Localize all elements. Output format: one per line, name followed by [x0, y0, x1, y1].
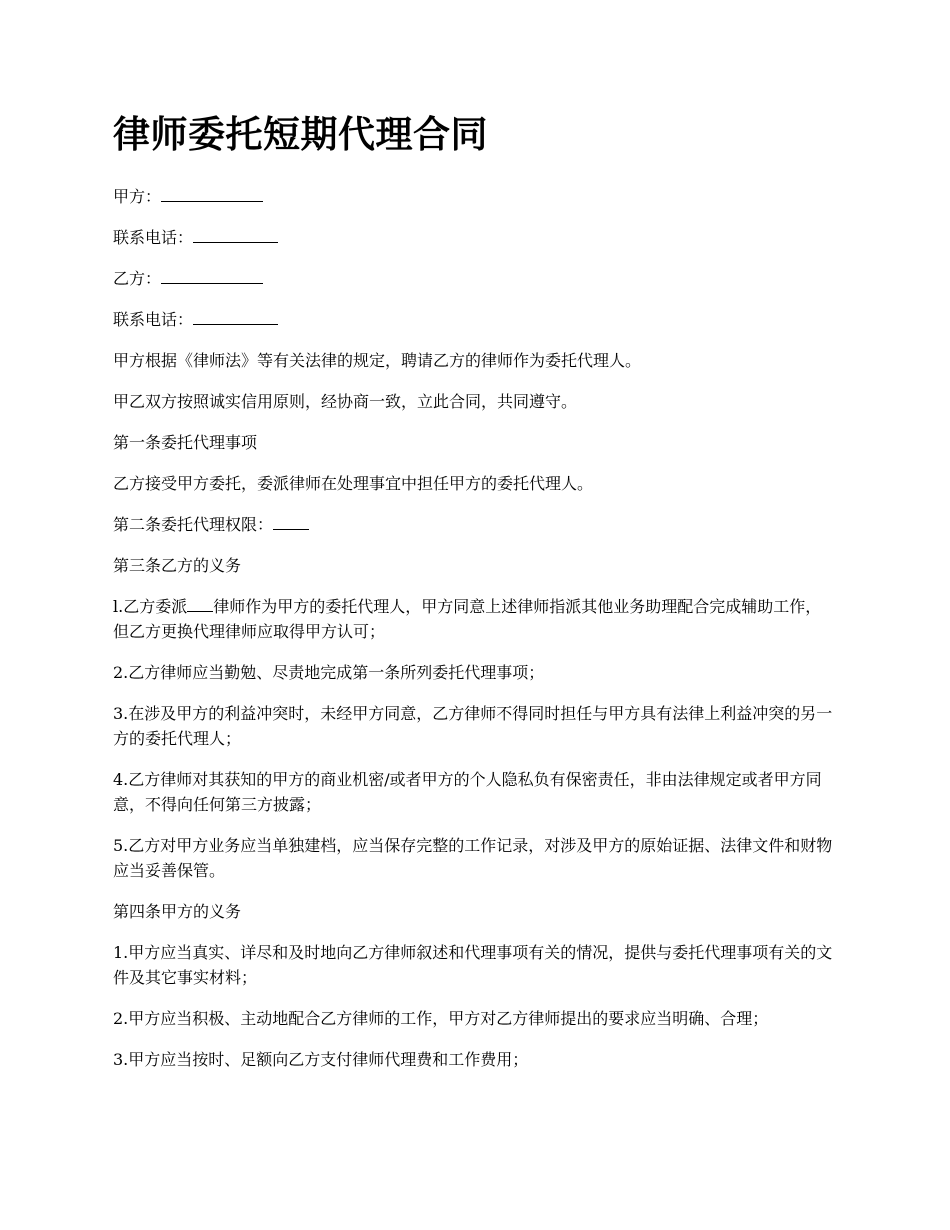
article-3-item: 5.乙方对甲方业务应当单独建档，应当保存完整的工作记录，对涉及甲方的原始证据、法律文件和财物应当妥善保管。 — [113, 836, 833, 880]
party-a-label: 甲方： — [113, 187, 162, 206]
article-1-body: 乙方接受甲方委托，委派律师在处理事宜中担任甲方的委托代理人。 — [113, 474, 594, 493]
document-title: 律师委托短期代理合同 — [113, 112, 488, 156]
authority-blank — [273, 512, 309, 530]
article-3-heading: 第三条乙方的义务 — [113, 556, 242, 575]
article-3-item-text: 律师作为甲方的委托代理人，甲方同意上述律师指派其他业务助理配合完成辅助工作，但乙方更换代理律师应取得甲方认可； — [113, 597, 822, 641]
article-2-line — [113, 512, 837, 537]
party-a-field — [113, 184, 837, 209]
article-4-item: 2.甲方应当积极、主动地配合乙方律师的工作，甲方对乙方律师提出的要求应当明确、合理； — [113, 1009, 769, 1028]
article-3-item: 2.乙方律师应当勤勉、尽责地完成第一条所列委托代理事项； — [113, 663, 545, 682]
preamble-paragraph: 甲方根据《律师法》等有关法律的规定，聘请乙方的律师作为委托代理人。 — [113, 351, 642, 370]
article-4-heading: 第四条甲方的义务 — [113, 902, 242, 921]
article-4-item: 1.甲方应当真实、详尽和及时地向乙方律师叙述和代理事项有关的情况，提供与委托代理事项有关的文件及其它事实材料； — [113, 943, 833, 987]
party-b-phone-label: 联系电话： — [113, 310, 194, 329]
party-b-phone-blank — [193, 307, 278, 325]
article-3-item-prefix: l.乙方委派 — [113, 597, 188, 616]
party-b-label: 乙方： — [113, 269, 162, 288]
agreement-paragraph: 甲乙双方按照诚实信用原则，经协商一致，立此合同，共同遵守。 — [113, 392, 578, 411]
party-b-phone-field — [113, 307, 837, 332]
lawyer-name-blank — [187, 594, 213, 612]
article-1-heading: 第一条委托代理事项 — [113, 433, 258, 452]
contract-page — [113, 110, 837, 1088]
article-2-label: 第二条委托代理权限： — [113, 515, 274, 534]
article-3-item — [113, 594, 837, 644]
party-a-phone-field — [113, 225, 837, 250]
article-3-item: 3.在涉及甲方的利益冲突时，未经甲方同意，乙方律师不得同时担任与甲方具有法律上利益冲突的另一方的委托代理人； — [113, 704, 833, 748]
party-b-blank — [161, 266, 263, 284]
party-a-blank — [161, 184, 263, 202]
party-a-phone-label: 联系电话： — [113, 228, 194, 247]
article-3-item: 4.乙方律师对其获知的甲方的商业机密/或者甲方的个人隐私负有保密责任，非由法律规定或者甲方同意，不得向任何第三方披露； — [113, 770, 822, 814]
party-a-phone-blank — [193, 225, 278, 243]
article-4-item: 3.甲方应当按时、足额向乙方支付律师代理费和工作费用； — [113, 1050, 529, 1069]
party-b-field — [113, 266, 837, 291]
